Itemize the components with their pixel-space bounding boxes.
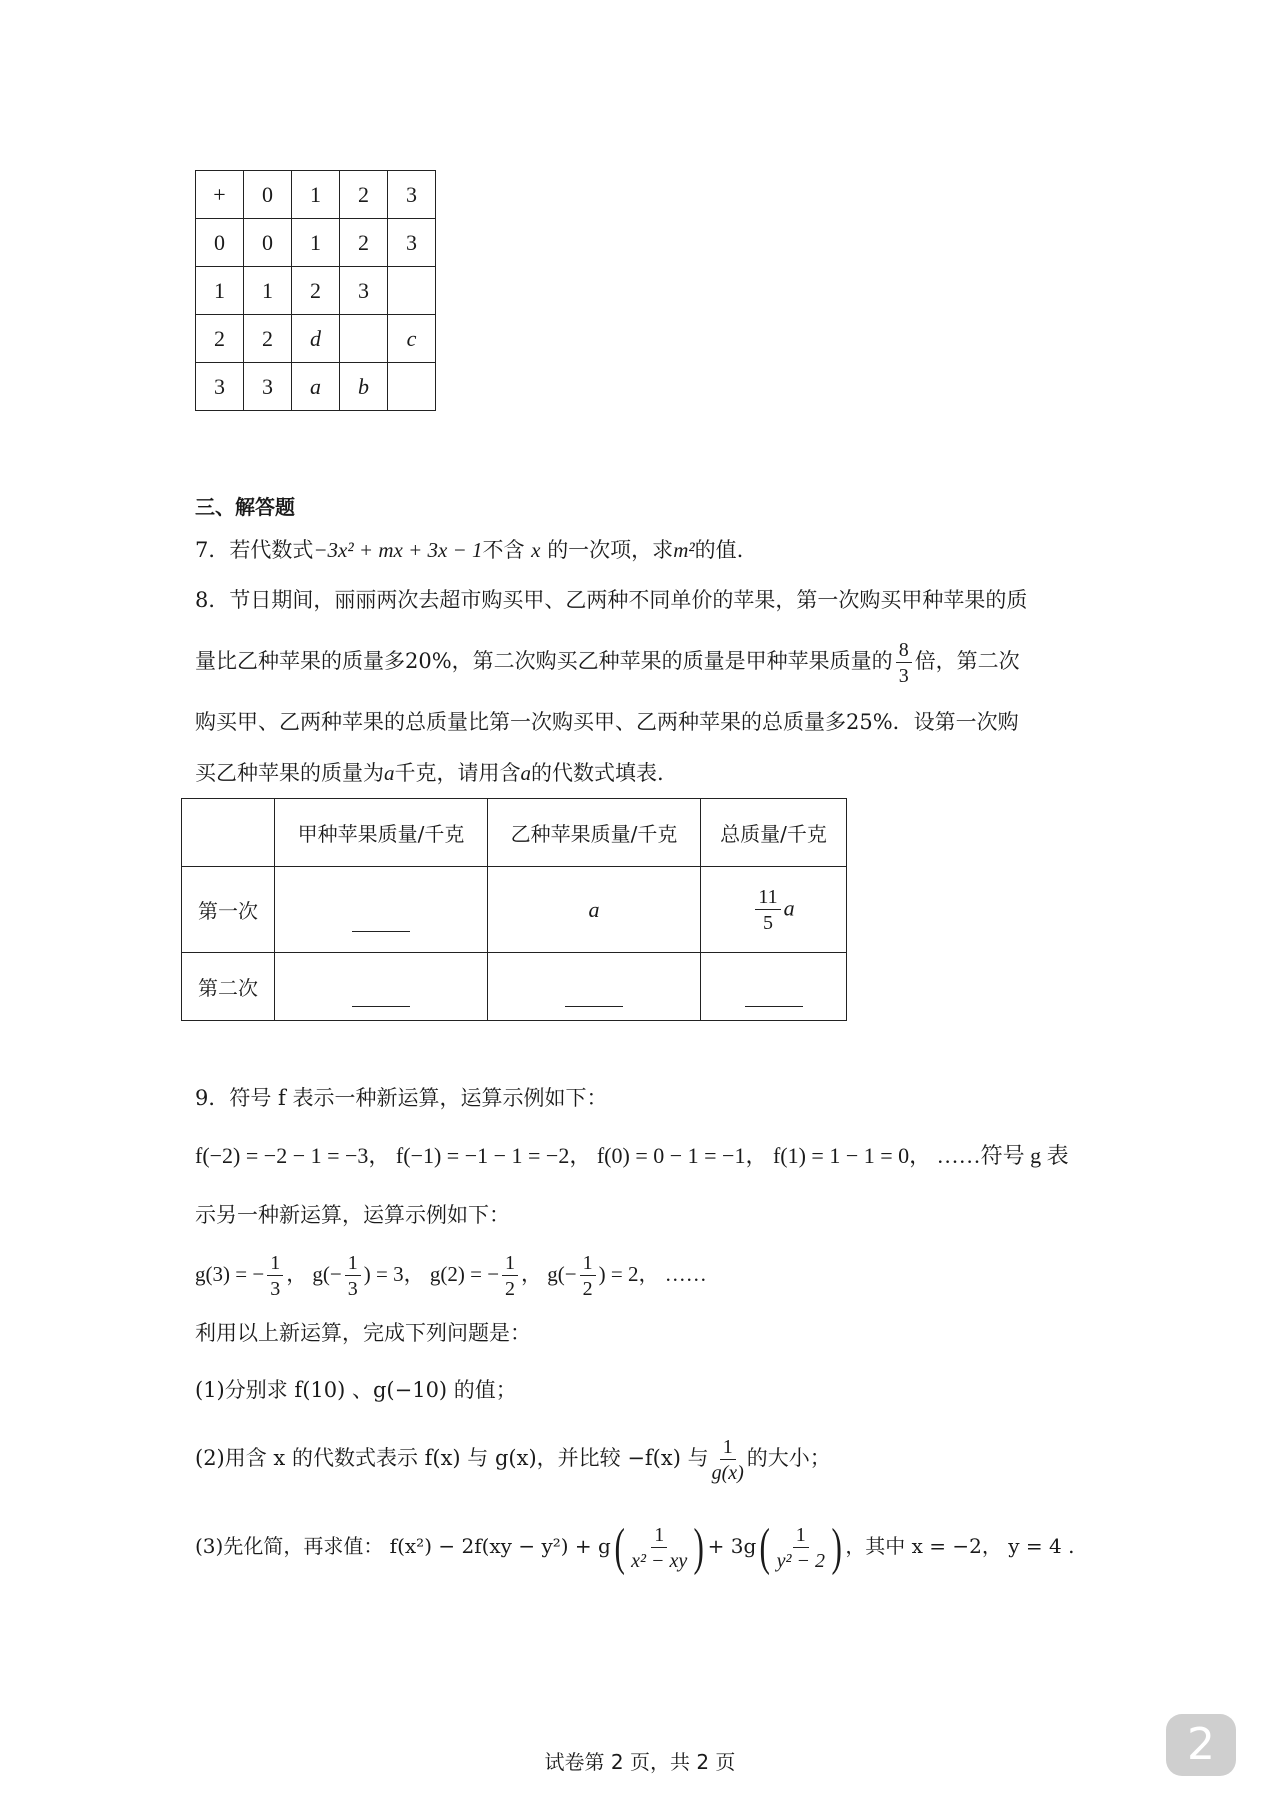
q7-var: x bbox=[531, 538, 541, 562]
left-paren-1: ( bbox=[614, 1518, 625, 1576]
q9-line-4 bbox=[195, 1246, 707, 1302]
q9-line-1: 9．符号 f 表示一种新运算，运算示例如下： bbox=[195, 1086, 608, 1110]
q9-line-2: f(−2) = −2 − 1 = −3， f(−1) = −1 − 1 = −2， f(0) = 0 − 1 = −1， f(1) = 1 − 1 = 0， ……符号 g 表 bbox=[195, 1143, 1069, 1168]
g3-pre: g(3) = − bbox=[195, 1262, 265, 1286]
p3-den-1: x² − xy bbox=[631, 1549, 688, 1572]
q9-line-3: 示另一种新运算，运算示例如下： bbox=[195, 1203, 510, 1227]
p3-mid: + 3g bbox=[707, 1534, 757, 1558]
q8-var-a-2: a bbox=[520, 761, 531, 785]
page-number-badge: 2 bbox=[1166, 1714, 1236, 1776]
question-7 bbox=[195, 535, 743, 565]
left-paren-2: ( bbox=[759, 1518, 771, 1576]
right-paren-1: ) bbox=[693, 1518, 705, 1576]
blank-line bbox=[565, 984, 623, 1007]
addition-table-cell: 0 bbox=[244, 171, 292, 219]
row1-total bbox=[701, 867, 847, 953]
addition-table-row bbox=[196, 315, 436, 363]
addition-table-cell: 2 bbox=[292, 267, 340, 315]
q8-var-a: a bbox=[384, 761, 395, 785]
header-total: 总质量/千克 bbox=[701, 799, 847, 867]
row2-label: 第二次 bbox=[182, 953, 275, 1021]
p2-post: 的大小； bbox=[746, 1446, 831, 1470]
g5-den: 2 bbox=[505, 1278, 516, 1301]
header-jia: 甲种苹果质量/千克 bbox=[275, 799, 488, 867]
p3-frac-1 bbox=[631, 1525, 687, 1571]
addition-table-cell: 2 bbox=[244, 315, 292, 363]
g6-post: ) = 2， …… bbox=[598, 1262, 707, 1286]
header-yi: 乙种苹果质量/千克 bbox=[488, 799, 701, 867]
section-title: 三、解答题 bbox=[195, 495, 295, 519]
q9-part-3 bbox=[195, 1516, 1074, 1576]
p2-frac bbox=[712, 1437, 744, 1483]
p3-pre: (3)先化简，再求值： f(x²) − 2f(xy − y²) + g bbox=[195, 1534, 611, 1558]
p3-den-2: y² − 2 bbox=[776, 1549, 825, 1572]
addition-table-cell: 0 bbox=[244, 219, 292, 267]
addition-table-cell: 3 bbox=[388, 171, 436, 219]
p2-num: 1 bbox=[720, 1437, 736, 1460]
p2-pre: (2)用含 x 的代数式表示 f(x) 与 g(x)，并比较 −f(x) 与 bbox=[195, 1446, 709, 1470]
row1-yi bbox=[488, 867, 701, 953]
blank-line bbox=[352, 984, 410, 1007]
addition-table-cell: 1 bbox=[244, 267, 292, 315]
addition-table-cell: 2 bbox=[340, 219, 388, 267]
q8-line-2 bbox=[195, 634, 1020, 688]
g4-frac bbox=[345, 1253, 361, 1299]
blank-line bbox=[352, 909, 410, 932]
q7-text-mid: 不含 bbox=[482, 538, 525, 562]
q8-fraction bbox=[896, 640, 912, 686]
g6-num: 1 bbox=[580, 1253, 596, 1276]
row1-total-den: 5 bbox=[762, 911, 773, 934]
g6-pre: ， g(− bbox=[521, 1262, 577, 1286]
page-footer: 试卷第 2 页，共 2 页 bbox=[544, 1750, 736, 1774]
q8-frac-den: 3 bbox=[898, 664, 909, 687]
g6-den: 2 bbox=[582, 1278, 593, 1301]
q8-line-4c: 的代数式填表. bbox=[531, 761, 664, 785]
row1-total-num: 11 bbox=[755, 887, 780, 910]
g4-pre: ， g(− bbox=[286, 1262, 342, 1286]
addition-table-cell: 0 bbox=[196, 219, 244, 267]
addition-table-cell: a bbox=[292, 363, 340, 411]
apple-table-row-1 bbox=[182, 867, 847, 953]
addition-table-cell: 3 bbox=[196, 363, 244, 411]
g4-num: 1 bbox=[345, 1253, 361, 1276]
addition-table-cell bbox=[340, 315, 388, 363]
row2-yi-blank bbox=[488, 953, 701, 1021]
addition-table bbox=[195, 170, 436, 411]
addition-table-cell: 2 bbox=[340, 171, 388, 219]
q8-line-4a: 买乙种苹果的质量为 bbox=[195, 761, 384, 785]
addition-table-cell: 1 bbox=[292, 219, 340, 267]
addition-table-row bbox=[196, 219, 436, 267]
g6-frac bbox=[580, 1253, 596, 1299]
row1-total-frac bbox=[755, 887, 780, 933]
addition-table-cell: 3 bbox=[244, 363, 292, 411]
g3-frac bbox=[267, 1253, 283, 1299]
row2-total-blank bbox=[701, 953, 847, 1021]
p3-num-2: 1 bbox=[793, 1525, 809, 1548]
row2-jia-blank bbox=[275, 953, 488, 1021]
p3-frac-2 bbox=[777, 1525, 825, 1571]
addition-table-cell: 2 bbox=[196, 315, 244, 363]
q8-line-2b: 倍，第二次 bbox=[914, 649, 1020, 673]
g4-post: ) = 3， g(2) = − bbox=[363, 1262, 500, 1286]
p2-den: g(x) bbox=[711, 1461, 744, 1484]
addition-table-cell: b bbox=[340, 363, 388, 411]
blank-line bbox=[745, 984, 803, 1007]
q8-line-3: 购买甲、乙两种苹果的总质量比第一次购买甲、乙两种苹果的总质量多25%．设第一次购 bbox=[195, 710, 1019, 734]
q8-line-1: 8．节日期间，丽丽两次去超市购买甲、乙两种不同单价的苹果，第一次购买甲种苹果的质 bbox=[195, 588, 1028, 612]
g5-frac bbox=[502, 1253, 518, 1299]
addition-table-cell: c bbox=[388, 315, 436, 363]
q7-expression: −3x² + mx + 3x − 1 bbox=[313, 538, 483, 562]
q9-part-2 bbox=[195, 1430, 831, 1486]
q7-m-squared: m² bbox=[673, 538, 695, 562]
apple-table bbox=[181, 798, 847, 1021]
q8-line-2a: 量比乙种苹果的质量多20%，第二次购买乙种苹果的质量是甲种苹果质量的 bbox=[195, 649, 893, 673]
q9-part-1: (1)分别求 f(10) 、g(−10) 的值； bbox=[195, 1378, 517, 1402]
row1-label: 第一次 bbox=[182, 867, 275, 953]
g5-num: 1 bbox=[502, 1253, 518, 1276]
apple-table-row-2 bbox=[182, 953, 847, 1021]
p3-num-1: 1 bbox=[651, 1525, 667, 1548]
q8-frac-num: 8 bbox=[896, 640, 912, 663]
g3-num: 1 bbox=[267, 1253, 283, 1276]
q7-text-pre: 7．若代数式 bbox=[195, 538, 314, 562]
addition-table-cell bbox=[388, 267, 436, 315]
g4-den: 3 bbox=[347, 1278, 358, 1301]
addition-table-cell: d bbox=[292, 315, 340, 363]
q9-line-5: 利用以上新运算，完成下列问题是： bbox=[195, 1321, 531, 1345]
row1-yi-value: a bbox=[588, 896, 600, 922]
header-empty bbox=[182, 799, 275, 867]
addition-table-cell: 3 bbox=[388, 219, 436, 267]
q8-line-4 bbox=[195, 758, 664, 788]
addition-table-row bbox=[196, 171, 436, 219]
q7-text-post: 的一次项，求 bbox=[547, 538, 674, 562]
addition-table-row bbox=[196, 363, 436, 411]
addition-table-row bbox=[196, 267, 436, 315]
apple-table-header-row bbox=[182, 799, 847, 867]
p3-post: ，其中 x = −2， y = 4 . bbox=[845, 1534, 1075, 1558]
right-paren-2: ) bbox=[831, 1518, 842, 1576]
addition-table-cell bbox=[388, 363, 436, 411]
q8-line-4b: 千克，请用含 bbox=[394, 761, 521, 785]
addition-table-cell: 1 bbox=[196, 267, 244, 315]
g3-den: 3 bbox=[270, 1278, 281, 1301]
row1-total-var: a bbox=[783, 895, 795, 920]
addition-table-cell: + bbox=[196, 171, 244, 219]
addition-table-cell: 3 bbox=[340, 267, 388, 315]
q7-text-end: 的值. bbox=[694, 538, 744, 562]
row1-jia-blank bbox=[275, 867, 488, 953]
addition-table-cell: 1 bbox=[292, 171, 340, 219]
